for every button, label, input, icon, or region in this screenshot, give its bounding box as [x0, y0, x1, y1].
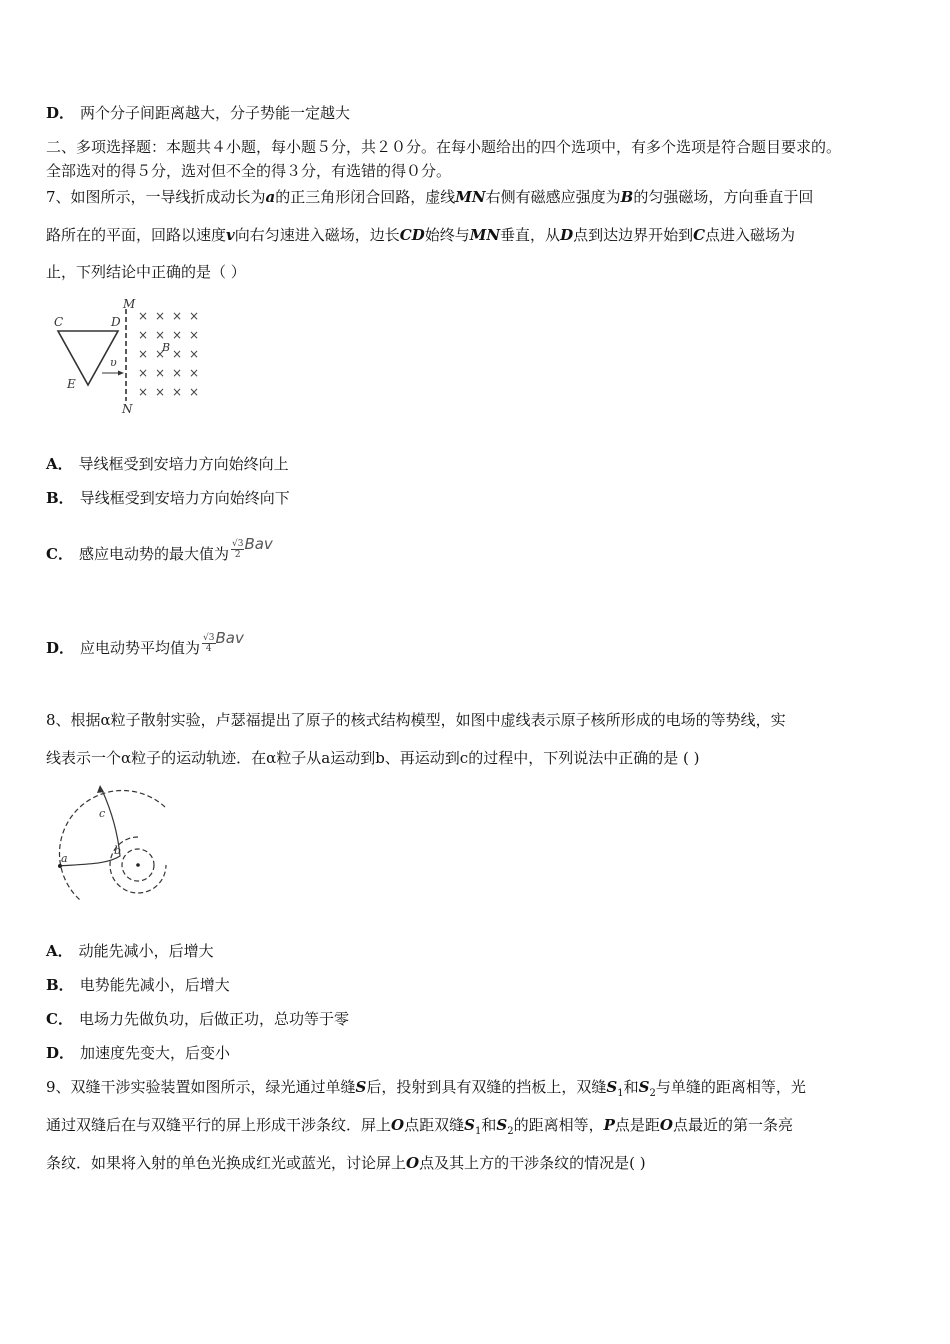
- svg-text:×: ×: [137, 385, 149, 399]
- q8-option-d: D． 加速度先变大，后变小: [46, 1044, 231, 1062]
- label-v: υ: [110, 356, 117, 369]
- svg-text:×: ×: [171, 385, 183, 399]
- label-c: c: [99, 807, 106, 820]
- svg-text:×: ×: [188, 328, 200, 342]
- svg-text:×: ×: [154, 347, 166, 361]
- section-instructions: 全部选对的得５分，选对但不全的得３分，有选错的得０分。: [46, 162, 452, 180]
- svg-text:×: ×: [154, 328, 166, 342]
- q7-stem-line1: 7、如图所示，一导线折成动长为a的正三角形闭合回路，虚线MN右侧有磁感应强度为B的匀强磁场，方向垂直于回: [46, 188, 814, 206]
- q8-option-a: A． 动能先减小，后增大: [46, 942, 214, 960]
- svg-text:×: ×: [171, 366, 183, 380]
- label-b: B: [162, 341, 171, 354]
- svg-text:×: ×: [154, 366, 166, 380]
- q7-option-d: D． 应电动势平均值为 $\frac{√3}{4}$ Bav: [46, 629, 244, 657]
- svg-text:×: ×: [171, 309, 183, 323]
- svg-text:×: ×: [188, 309, 200, 323]
- q9-stem-line1: 9、双缝干涉实验装置如图所示，绿光通过单缝S后，投射到具有双缝的挡板上，双缝$S_1$和$S_2$与单缝的距离相等，光: [46, 1078, 806, 1099]
- fraction: $\frac{√3}{2}$: [231, 538, 244, 560]
- svg-text:×: ×: [137, 309, 149, 323]
- q8-stem-line2: 线表示一个α粒子的运动轨迹．在α粒子从a运动到b、再运动到c的过程中，下列说法中正确的是 ( ): [46, 749, 700, 767]
- label-e: E: [67, 377, 76, 391]
- equipotential-lines: [60, 791, 166, 900]
- svg-text:×: ×: [154, 385, 166, 399]
- svg-text:×: ×: [154, 309, 166, 323]
- q8-stem-line1: 8、根据α粒子散射实验，卢瑟福提出了原子的核式结构模型，如图中虚线表示原子核所形成的电场的等势线，实: [46, 711, 786, 729]
- q7-option-a: A． 导线框受到安培力方向始终向上: [46, 455, 289, 473]
- q9-stem-line2: 通过双缝后在与双缝平行的屏上形成干涉条纹．屏上O点距双缝$S_1$和$S_2$的距离相等，P点是距O点最近的第一条亮: [46, 1116, 793, 1137]
- label-a: a: [61, 852, 68, 865]
- q7-stem-line3: 止，下列结论中正确的是（ ）: [46, 263, 246, 281]
- section-heading: 二、多项选择题：本题共４小题，每小题５分，共２０分。在每小题给出的四个选项中，有多个选项是符合题目要求的。: [46, 138, 842, 156]
- label-d: D: [111, 315, 121, 329]
- field-crosses: [138, 309, 199, 399]
- option-text: 两个分子间距离越大，分子势能一定越大: [80, 104, 351, 122]
- label-m: M: [123, 297, 136, 311]
- fraction: $\frac{√3}{4}$: [203, 632, 215, 654]
- svg-text:×: ×: [188, 366, 200, 380]
- svg-text:×: ×: [137, 328, 149, 342]
- label-c: C: [54, 315, 64, 329]
- q7-stem-line2: 路所在的平面，回路以速度v向右匀速进入磁场，边长CD始终与MN垂直，从D点到达边界开始到C点进入磁场为: [46, 226, 796, 244]
- svg-text:×: ×: [188, 385, 200, 399]
- label-n: N: [122, 402, 133, 416]
- q7-option-c: C． 感应电动势的最大值为 $\frac{√3}{2}$ Bav: [46, 535, 273, 563]
- svg-text:×: ×: [137, 366, 149, 380]
- svg-text:×: ×: [171, 347, 183, 361]
- svg-text:×: ×: [171, 328, 183, 342]
- q7-option-b: B． 导线框受到安培力方向始终向下: [46, 489, 290, 507]
- q8-alpha-scattering-figure: [48, 780, 173, 910]
- q8-option-b: B． 电势能先减小，后增大: [46, 976, 230, 994]
- q7-triangle-field-figure: [48, 295, 218, 420]
- q6-option-d: [46, 103, 350, 123]
- svg-text:×: ×: [188, 347, 200, 361]
- svg-text:×: ×: [137, 347, 149, 361]
- nucleus: [136, 863, 140, 867]
- option-letter: D．: [46, 104, 75, 122]
- label-b: b: [114, 844, 122, 857]
- q8-option-c: C． 电场力先做负功，后做正功，总功等于零: [46, 1010, 349, 1028]
- q9-stem-line3: 条纹．如果将入射的单色光换成红光或蓝光，讨论屏上O点及其上方的干涉条纹的情况是( ): [46, 1154, 646, 1172]
